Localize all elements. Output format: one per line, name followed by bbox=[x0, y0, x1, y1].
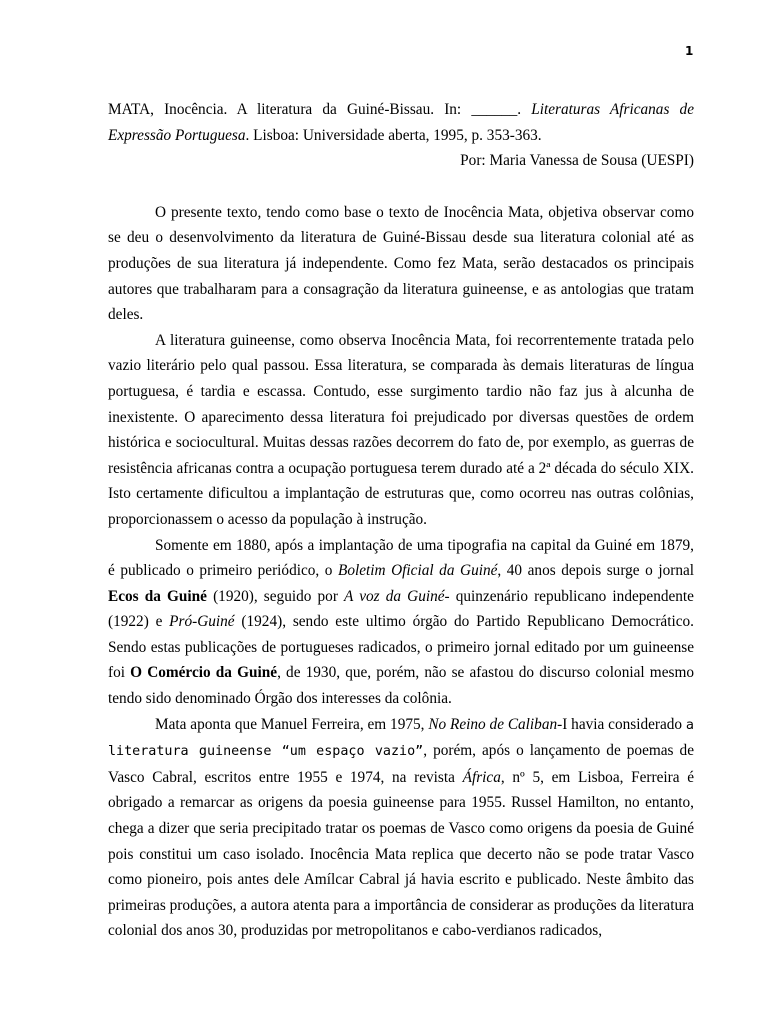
text-run: -I havia considerado bbox=[557, 715, 686, 733]
author-byline: Por: Maria Vanessa de Sousa (UESPI) bbox=[460, 152, 694, 170]
text-run: , 40 anos depois surge o jornal bbox=[497, 562, 695, 580]
paragraph-1: O presente texto, tendo como base o texto de Inocência Mata, objetiva observar como se deu o desenvolvimento da literatura de Guiné-Bissau desde sua literatura colonial até as produções de sua literatura já independente. Como fez Mata, serão destacados os principais autores que trabalharam para a consagração da literatura guineense, e as antologias que tratam deles. bbox=[108, 203, 694, 324]
text-run: Somente em 1880, após a implantação de uma tipografia na capital da Guiné em 1879, é publicado o primeiro periódico, o bbox=[108, 536, 694, 580]
document-body bbox=[108, 97, 694, 944]
bold-title: Ecos da Guiné bbox=[108, 587, 207, 605]
reference-publisher: . Lisboa: Universidade aberta, 1995, p. 353-363. bbox=[245, 126, 542, 144]
text-run: (1920), seguido por bbox=[206, 587, 345, 605]
monospace-quote: a literatura guineense “um espaço vazio” bbox=[108, 717, 694, 760]
bold-title: O Comércio da Guiné bbox=[130, 664, 278, 682]
italic-title: Pró-Guiné bbox=[169, 613, 235, 631]
reference-author-title: MATA, Inocência. A literatura da Guiné-Bissau. In: ______. bbox=[108, 101, 532, 118]
italic-title: A voz da Guiné- bbox=[344, 587, 450, 605]
text-run: , porém, após o lançamento de poemas de Vasco Cabral, escritos entre 1955 e 1974, na revista bbox=[108, 742, 694, 786]
text-run: quinzenário republicano independente (1922) e bbox=[108, 587, 694, 631]
reference-book-title: Literaturas Africanas de Expressão Portuguesa bbox=[108, 101, 694, 144]
text-run: , de 1930, que, porém, não se afastou do discurso colonial mesmo tendo sido denominado Órgão dos interesses da colônia. bbox=[108, 664, 694, 708]
paragraph-2: A literatura guineense, como observa Inocência Mata, foi recorrentemente tratada pelo vazio literário pelo qual passou. Essa literatura, se comparada às demais literaturas de língua portuguesa, é tardia e escassa. Contudo, esse surgimento tardio não faz jus à alcunha de inexistente. O aparecimento dessa literatura foi prejudicado por diversas questões de ordem histórica e sociocultural. Muitas dessas razões decorrem do fato de, por exemplo, as guerras de resistência africanas contra a ocupação portuguesa terem durado até a 2ª década do século XIX. Isto certamente dificultou a implantação de estruturas que, como ocorreu nas outras colônias, proporcionassem o acesso da população à instrução. bbox=[108, 331, 694, 528]
bibliographic-reference bbox=[108, 97, 694, 148]
text-run: Mata aponta que Manuel Ferreira, em 1975, bbox=[155, 715, 429, 733]
italic-title: Boletim Oficial da Guiné bbox=[338, 562, 498, 580]
paragraph-3 bbox=[108, 533, 694, 712]
text-run: , nº 5, em Lisboa, Ferreira é obrigado a remarcar as origens da poesia guineense para 1955. Russel Hamilton, no entanto, chega a dizer que seria precipitado tratar os poemas de Vasco como origens da poesia de Guiné pois constitui um caso isolado. Inocência Mata replica que decerto não se pode tratar Vasco como pioneiro, pois antes dele Amílcar Cabral já havia escrito e publicado. Neste âmbito das primeiras produções, a autora atenta para a importância de considerar as produções da literatura colonial dos anos 30, produzidas por metropolitanos e cabo-verdianos radicados, bbox=[108, 768, 694, 940]
spacer bbox=[108, 174, 694, 200]
italic-title: No Reino de Caliban bbox=[428, 715, 558, 733]
italic-title: África bbox=[462, 768, 501, 786]
paragraph-4 bbox=[108, 712, 694, 944]
text-run: (1924), sendo este ultimo órgão do Partido Republicano Democrático. Sendo estas publicações de portugueses radicados, o primeiro jornal editado por um guineense foi bbox=[108, 613, 694, 682]
page-number: 1 bbox=[685, 44, 694, 58]
